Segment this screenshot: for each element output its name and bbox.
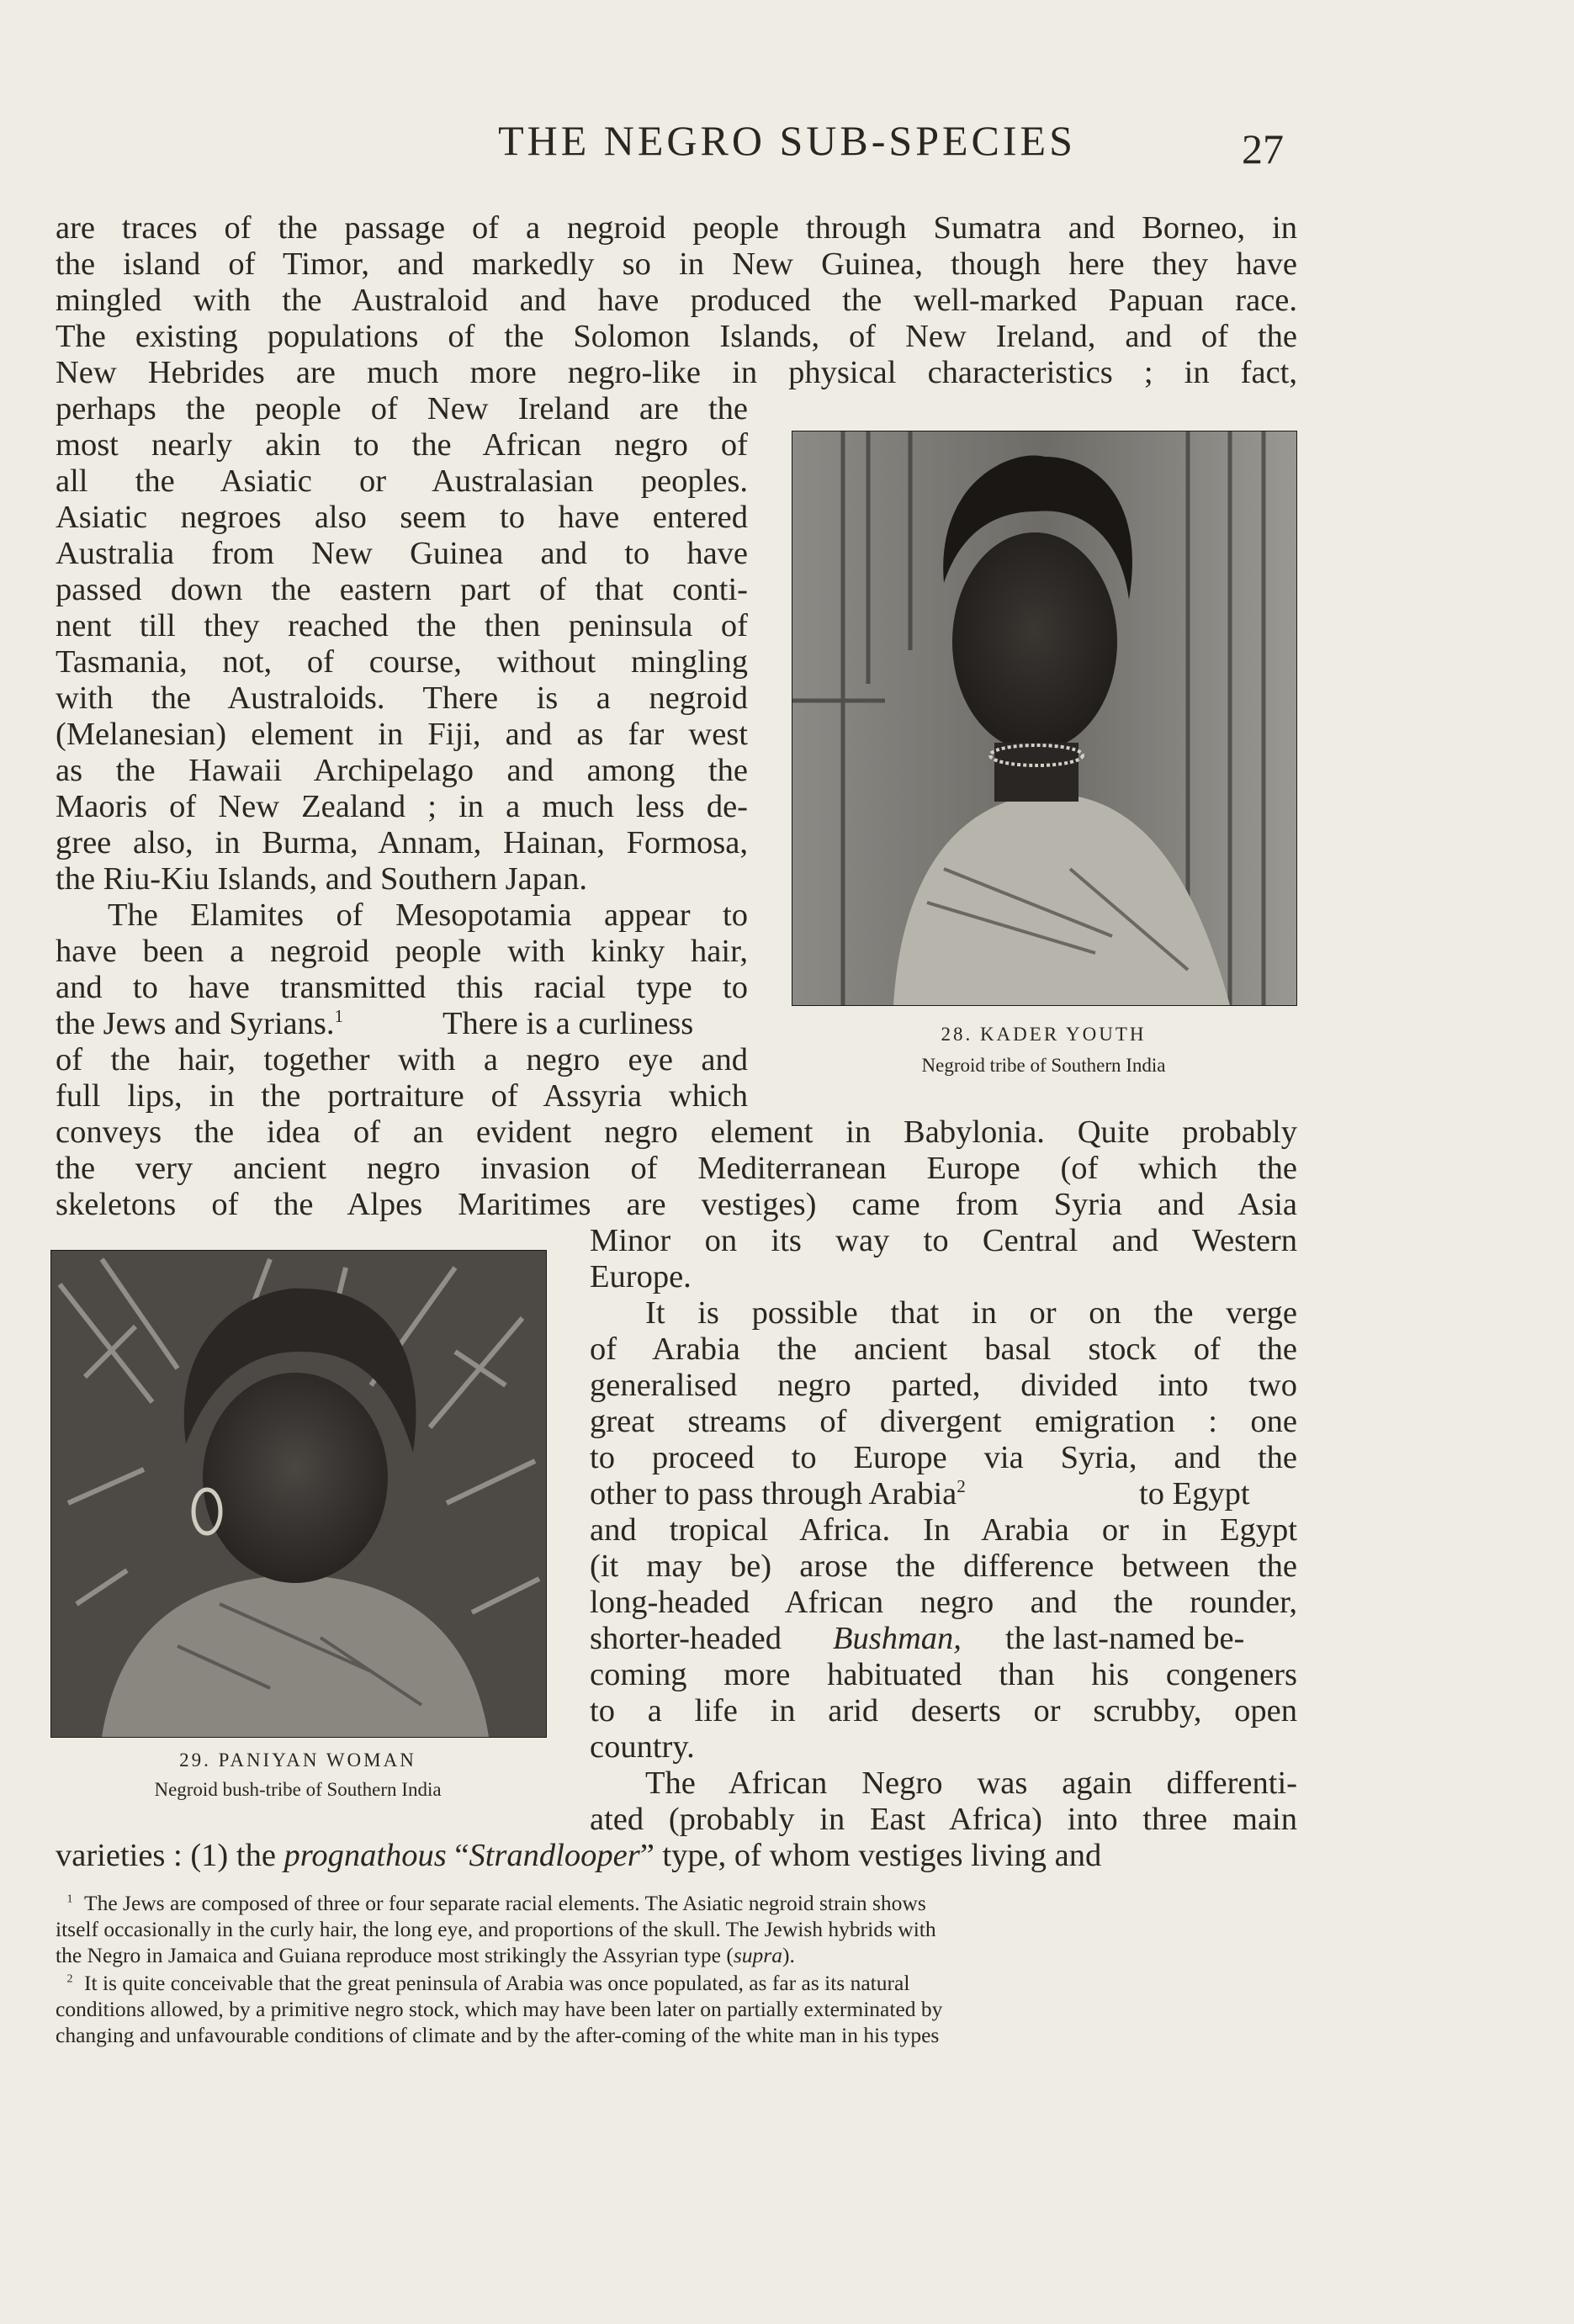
body-line: coming more habituated than his congeners xyxy=(590,1657,1297,1692)
body-line: as the Hawaii Archipelago and among the xyxy=(56,753,748,788)
body-line: to proceed to Europe via Syria, and the xyxy=(590,1440,1297,1475)
body-line: passed down the eastern part of that conti- xyxy=(56,572,748,607)
body-line: Maoris of New Zealand ; in a much less de- xyxy=(56,789,748,824)
figure-title: PANIYAN WOMAN xyxy=(218,1750,416,1771)
body-line: the Riu-Kiu Islands, and Southern Japan. xyxy=(56,861,587,897)
footnote-marker: 2 xyxy=(66,1972,73,1986)
italic-term: Strandlooper xyxy=(469,1838,640,1873)
italic-term: prognathous xyxy=(284,1838,447,1873)
body-line: full lips, in the portraiture of Assyria which xyxy=(56,1078,748,1114)
footnote-text: The Jews are composed of three or four separate racial elements. The Asiatic negroid strain shows xyxy=(84,1891,926,1915)
body-line: nent till they reached the then peninsula of xyxy=(56,608,748,643)
body-line: skeletons of the Alpes Maritimes are vestiges) came from Syria and Asia xyxy=(56,1187,1297,1222)
footnote-ref: 2 xyxy=(957,1476,966,1497)
footnote-1-line xyxy=(56,1890,926,1916)
body-line: long-headed African negro and the rounder, xyxy=(590,1585,1297,1620)
body-line: New Hebrides are much more negro-like in physical characteristics ; in fact, xyxy=(56,355,1297,390)
footnote-text: It is quite conceivable that the great peninsula of Arabia was once populated, as far as its natural xyxy=(84,1971,910,1995)
body-line: There is a curliness xyxy=(443,1006,694,1041)
body-line: Asiatic negroes also seem to have entered xyxy=(56,500,748,535)
body-line xyxy=(56,1838,1101,1874)
body-text: other to pass through Arabia xyxy=(590,1476,957,1511)
body-line: to a life in arid deserts or scrubby, open xyxy=(590,1693,1297,1728)
figure-number: 28. xyxy=(941,1024,973,1045)
figure-number: 29. xyxy=(179,1750,211,1771)
footnote-ref: 1 xyxy=(334,1006,344,1027)
figure-title: KADER YOUTH xyxy=(979,1024,1147,1045)
figure-28-caption-subtitle: Negroid tribe of Southern India xyxy=(921,1055,1166,1076)
body-line: ated (probably in East Africa) into three main xyxy=(590,1802,1297,1837)
running-head: THE NEGRO SUB-SPECIES xyxy=(498,117,1076,164)
body-line: all the Asiatic or Australasian peoples. xyxy=(56,463,748,499)
body-line: Australia from New Guinea and to have xyxy=(56,536,748,571)
body-line: of the hair, together with a negro eye and xyxy=(56,1042,748,1077)
body-line: Tasmania, not, of course, without mingling xyxy=(56,644,748,680)
body-line: and to have transmitted this racial type to xyxy=(56,970,748,1005)
body-line: to Egypt xyxy=(1139,1476,1250,1511)
footnote-1-line xyxy=(56,1942,795,1968)
body-line: and tropical Africa. In Arabia or in Egypt xyxy=(590,1512,1297,1548)
body-line: perhaps the people of New Ireland are the xyxy=(56,391,748,426)
body-text: ” type, of whom vestiges living and xyxy=(639,1838,1102,1873)
body-line: the very ancient negro invasion of Mediterranean Europe (of which the xyxy=(56,1151,1297,1186)
footnote-text: ). xyxy=(782,1943,795,1967)
footnote-1-line: itself occasionally in the curly hair, the long eye, and proportions of the skull. The Jewish hybrids with xyxy=(56,1917,936,1941)
footnote-2-line: conditions allowed, by a primitive negro stock, which may have been later on partially exterminated by xyxy=(56,1997,943,2021)
body-line: Europe. xyxy=(590,1259,692,1294)
body-line: The African Negro was again differenti- xyxy=(645,1765,1297,1801)
figure-29-caption-subtitle: Negroid bush-tribe of Southern India xyxy=(154,1779,442,1800)
footnote-text: the Negro in Jamaica and Guiana reproduce most strikingly the Assyrian type ( xyxy=(56,1943,734,1967)
body-line: with the Australoids. There is a negroid xyxy=(56,680,748,716)
footnote-italic: supra xyxy=(733,1943,782,1967)
body-line xyxy=(56,1006,343,1042)
body-line: are traces of the passage of a negroid people through Sumatra and Borneo, in xyxy=(56,210,1297,246)
body-text: “ xyxy=(454,1838,469,1873)
body-line xyxy=(590,1476,966,1512)
figure-29-caption-title xyxy=(50,1750,545,1771)
footnote-marker: 1 xyxy=(66,1893,73,1906)
portrait-image xyxy=(51,1251,546,1737)
body-line: It is possible that in or on the verge xyxy=(645,1295,1297,1331)
body-line: the island of Timor, and markedly so in New Guinea, though here they have xyxy=(56,246,1297,282)
body-line: have been a negroid people with kinky hair, xyxy=(56,934,748,969)
footnote-2-line xyxy=(56,1970,909,1996)
body-line: great streams of divergent emigration : one xyxy=(590,1404,1297,1439)
photo-kader-youth xyxy=(792,431,1297,1006)
body-line: generalised negro parted, divided into two xyxy=(590,1368,1297,1403)
photo-paniyan-woman xyxy=(50,1250,547,1738)
body-line: The Elamites of Mesopotamia appear to xyxy=(108,897,748,933)
body-line: the last-named be- xyxy=(1005,1621,1245,1656)
body-line: The existing populations of the Solomon Islands, of New Ireland, and of the xyxy=(56,319,1297,354)
footnote-2-line: changing and unfavourable conditions of climate and by the after-coming of the white man in his types xyxy=(56,2023,940,2047)
figure-28-caption-title xyxy=(792,1024,1296,1046)
body-text: varieties : (1) the xyxy=(56,1838,276,1873)
page-number: 27 xyxy=(1242,125,1284,172)
body-line xyxy=(833,1621,962,1657)
body-line: (Melanesian) element in Fiji, and as far west xyxy=(56,717,748,752)
body-line: Minor on its way to Central and Western xyxy=(590,1223,1297,1258)
body-text: the Jews and Syrians. xyxy=(56,1006,335,1041)
portrait-image xyxy=(792,431,1296,1005)
body-line: mingled with the Australoid and have produced the well-marked Papuan race. xyxy=(56,283,1297,318)
italic-term: Bushman, xyxy=(833,1621,962,1656)
body-line: gree also, in Burma, Annam, Hainan, Formosa, xyxy=(56,825,748,860)
body-line: (it may be) arose the difference between the xyxy=(590,1548,1297,1584)
body-line: most nearly akin to the African negro of xyxy=(56,427,748,463)
body-line: of Arabia the ancient basal stock of the xyxy=(590,1331,1297,1367)
body-line: shorter-headed xyxy=(590,1621,782,1656)
body-line: conveys the idea of an evident negro element in Babylonia. Quite probably xyxy=(56,1114,1297,1150)
body-line: country. xyxy=(590,1729,695,1765)
